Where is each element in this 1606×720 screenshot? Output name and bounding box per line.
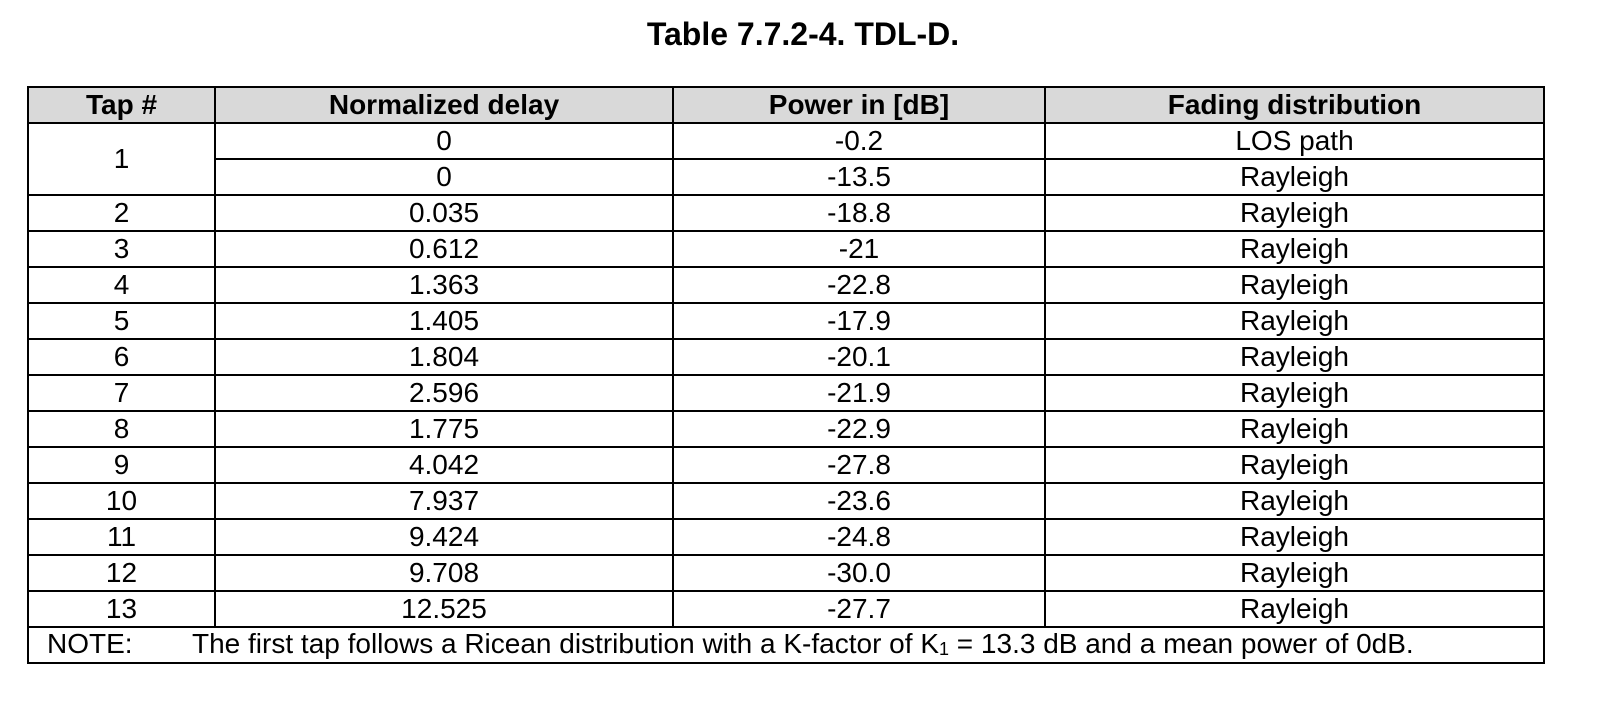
table-row bbox=[28, 375, 1544, 411]
delay-cell: 7.937 bbox=[215, 483, 673, 519]
tap-cell: 6 bbox=[28, 339, 215, 375]
table-row bbox=[28, 447, 1544, 483]
power-cell: -20.1 bbox=[673, 339, 1045, 375]
power-cell: -23.6 bbox=[673, 483, 1045, 519]
delay-cell: 9.708 bbox=[215, 555, 673, 591]
table-row bbox=[28, 267, 1544, 303]
table-row bbox=[28, 411, 1544, 447]
tap-cell: 8 bbox=[28, 411, 215, 447]
fading-cell: Rayleigh bbox=[1045, 267, 1544, 303]
tap-cell: 1 bbox=[28, 123, 215, 195]
fading-cell: LOS path bbox=[1045, 123, 1544, 159]
note-text-end: = 13.3 dB and a mean power of 0dB. bbox=[949, 627, 1414, 659]
delay-cell: 0.035 bbox=[215, 195, 673, 231]
delay-cell: 0 bbox=[215, 123, 673, 159]
delay-cell: 4.042 bbox=[215, 447, 673, 483]
table-row bbox=[28, 123, 1544, 159]
power-cell: -27.7 bbox=[673, 591, 1045, 627]
fading-cell: Rayleigh bbox=[1045, 231, 1544, 267]
delay-cell: 1.363 bbox=[215, 267, 673, 303]
table-title: Table 7.7.2-4. TDL-D. bbox=[646, 16, 960, 52]
power-cell: -30.0 bbox=[673, 555, 1045, 591]
tap-cell: 5 bbox=[28, 303, 215, 339]
delay-cell: 1.775 bbox=[215, 411, 673, 447]
power-cell: -22.8 bbox=[673, 267, 1045, 303]
tap-cell: 7 bbox=[28, 375, 215, 411]
column-header-fading: Fading distribution bbox=[1045, 87, 1544, 123]
note-label: NOTE: bbox=[47, 627, 133, 659]
tap-cell: 13 bbox=[28, 591, 215, 627]
table-row bbox=[28, 195, 1544, 231]
table-row bbox=[28, 591, 1544, 627]
fading-cell: Rayleigh bbox=[1045, 555, 1544, 591]
fading-cell: Rayleigh bbox=[1045, 519, 1544, 555]
note-row bbox=[28, 627, 1544, 663]
table-row bbox=[28, 231, 1544, 267]
delay-cell: 1.405 bbox=[215, 303, 673, 339]
column-header-tap: Tap # bbox=[28, 87, 215, 123]
delay-cell: 0.612 bbox=[215, 231, 673, 267]
power-cell: -21.9 bbox=[673, 375, 1045, 411]
table-row bbox=[28, 339, 1544, 375]
fading-cell: Rayleigh bbox=[1045, 339, 1544, 375]
tap-cell: 11 bbox=[28, 519, 215, 555]
table-row bbox=[28, 519, 1544, 555]
tap-cell: 2 bbox=[28, 195, 215, 231]
column-header-delay: Normalized delay bbox=[215, 87, 673, 123]
table-row bbox=[28, 159, 1544, 195]
tap-cell: 3 bbox=[28, 231, 215, 267]
fading-cell: Rayleigh bbox=[1045, 591, 1544, 627]
power-cell: -17.9 bbox=[673, 303, 1045, 339]
table-row bbox=[28, 483, 1544, 519]
tap-cell: 9 bbox=[28, 447, 215, 483]
fading-cell: Rayleigh bbox=[1045, 375, 1544, 411]
delay-cell: 1.804 bbox=[215, 339, 673, 375]
fading-cell: Rayleigh bbox=[1045, 411, 1544, 447]
fading-cell: Rayleigh bbox=[1045, 447, 1544, 483]
fading-cell: Rayleigh bbox=[1045, 159, 1544, 195]
fading-cell: Rayleigh bbox=[1045, 195, 1544, 231]
delay-cell: 12.525 bbox=[215, 591, 673, 627]
fading-cell: Rayleigh bbox=[1045, 303, 1544, 339]
tap-cell: 10 bbox=[28, 483, 215, 519]
tap-cell: 4 bbox=[28, 267, 215, 303]
note-text: The first tap follows a Ricean distribution with a K-factor of K bbox=[192, 627, 939, 659]
fading-cell: Rayleigh bbox=[1045, 483, 1544, 519]
power-cell: -22.9 bbox=[673, 411, 1045, 447]
delay-cell: 2.596 bbox=[215, 375, 673, 411]
power-cell: -24.8 bbox=[673, 519, 1045, 555]
power-cell: -18.8 bbox=[673, 195, 1045, 231]
power-cell: -13.5 bbox=[673, 159, 1045, 195]
power-cell: -0.2 bbox=[673, 123, 1045, 159]
table-row bbox=[28, 303, 1544, 339]
tap-cell: 12 bbox=[28, 555, 215, 591]
column-header-power: Power in [dB] bbox=[673, 87, 1045, 123]
note-subscript: 1 bbox=[939, 638, 950, 659]
table-row bbox=[28, 555, 1544, 591]
delay-cell: 0 bbox=[215, 159, 673, 195]
delay-cell: 9.424 bbox=[215, 519, 673, 555]
power-cell: -21 bbox=[673, 231, 1045, 267]
power-cell: -27.8 bbox=[673, 447, 1045, 483]
note-cell bbox=[28, 627, 1544, 663]
header-row bbox=[28, 87, 1544, 123]
tdl-d-table bbox=[27, 86, 1545, 664]
